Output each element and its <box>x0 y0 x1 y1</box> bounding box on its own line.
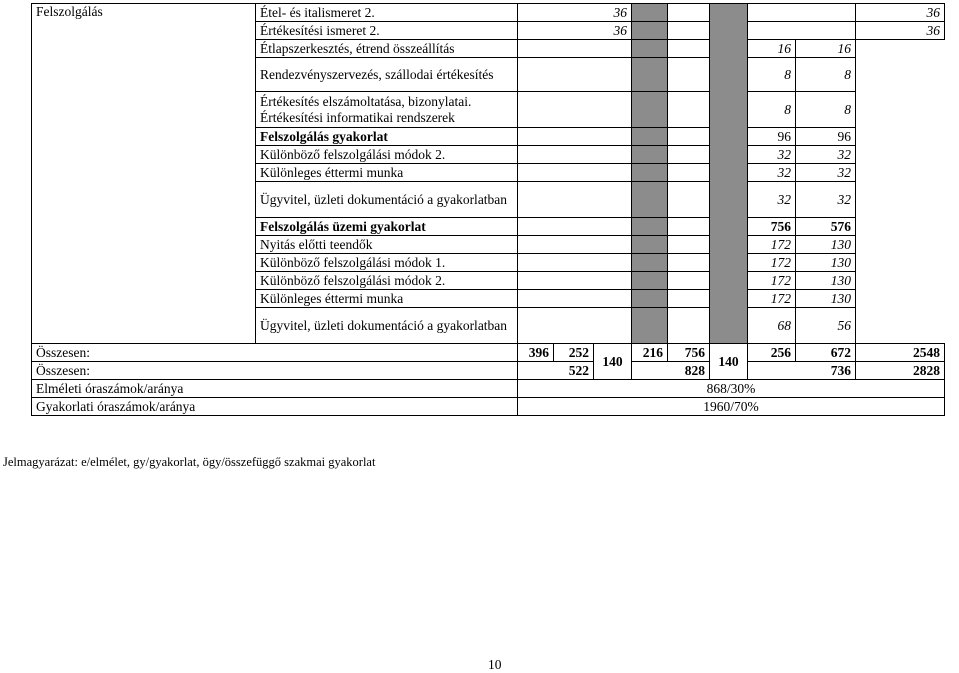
cell-value: 16 <box>668 40 796 58</box>
total-cell: 252 <box>554 344 594 362</box>
row-label: Különböző felszolgálási módok 2. <box>256 146 518 164</box>
legend-note: Jelmagyarázat: e/elmélet, gy/gyakorlat, ögy/összefüggő szakmai gyakorlat <box>3 455 376 469</box>
cell-total: 32 <box>796 146 856 164</box>
total-cell: 2548 <box>856 344 945 362</box>
total-label: Összesen: <box>32 344 518 362</box>
page-number: 10 <box>488 657 502 672</box>
ratio-row <box>32 398 945 416</box>
cell-total: 32 <box>796 182 856 218</box>
total-row <box>32 362 945 380</box>
row-label: Ügyvitel, üzleti dokumentáció a gyakorlatban <box>256 182 518 218</box>
cell-value: 756 <box>668 218 796 236</box>
total-cell: 216 <box>632 344 668 362</box>
cell-value: 172 <box>668 290 796 308</box>
row-label: Értékesítési ismeret 2. <box>256 22 518 40</box>
cell-value: 130 <box>796 236 856 254</box>
cell-value: 68 <box>668 308 796 344</box>
cell-value: 130 <box>796 272 856 290</box>
total-cell: 522 <box>518 362 594 380</box>
row-label: Különböző felszolgálási módok 2. <box>256 272 518 290</box>
cell-value: 32 <box>668 146 796 164</box>
total-cell: 672 <box>796 344 856 362</box>
cell-value: 8 <box>668 92 796 128</box>
row-label: Étel- és italismeret 2. <box>256 4 518 22</box>
total-row <box>32 344 945 362</box>
total-cell: 140 <box>594 344 632 380</box>
curriculum-table <box>31 3 945 416</box>
row-label: Ügyvitel, üzleti dokumentáció a gyakorlatban <box>256 308 518 344</box>
row-label: Nyitás előtti teendők <box>256 236 518 254</box>
cell-value: 36 <box>518 4 632 22</box>
cell-total: 36 <box>856 4 945 22</box>
row-label: Különböző felszolgálási módok 1. <box>256 254 518 272</box>
total-cell: 736 <box>748 362 856 380</box>
total-label: Összesen: <box>32 362 518 380</box>
cell-value: 172 <box>668 236 796 254</box>
row-label: Különleges éttermi munka <box>256 164 518 182</box>
cell-value: 576 <box>796 218 856 236</box>
cell-value: 96 <box>668 128 796 146</box>
cell-value: 172 <box>668 254 796 272</box>
cell-total: 96 <box>796 128 856 146</box>
total-cell: 756 <box>668 344 710 362</box>
row-label: Különleges éttermi munka <box>256 290 518 308</box>
row-label: Étlapszerkesztés, étrend összeállítás <box>256 40 518 58</box>
cell-total: 36 <box>856 22 945 40</box>
total-cell: 140 <box>710 344 748 380</box>
cell-total: 8 <box>796 92 856 128</box>
row-label: Rendezvényszervezés, szállodai értékesítés <box>256 58 518 92</box>
row-label: Felszolgálás gyakorlat <box>256 128 518 146</box>
cell-value: 172 <box>668 272 796 290</box>
total-cell: 2828 <box>856 362 945 380</box>
ratio-label: Gyakorlati óraszámok/aránya <box>32 398 518 416</box>
cell-value: 56 <box>796 308 856 344</box>
row-label: Felszolgálás üzemi gyakorlat <box>256 218 518 236</box>
table-row <box>32 4 945 22</box>
ratio-value: 1960/70% <box>518 398 945 416</box>
total-cell: 256 <box>748 344 796 362</box>
cell-value: 130 <box>796 290 856 308</box>
cell-total: 32 <box>796 164 856 182</box>
cell-value: 130 <box>796 254 856 272</box>
cell-value: 36 <box>518 22 632 40</box>
cell-total: 8 <box>796 58 856 92</box>
row-label: Értékesítés elszámoltatása, bizonylatai. Értékesítési informatikai rendszerek <box>256 92 518 128</box>
section-label: Felszolgálás <box>32 4 256 344</box>
total-cell: 828 <box>632 362 710 380</box>
cell-total: 16 <box>796 40 856 58</box>
ratio-label: Elméleti óraszámok/aránya <box>32 380 518 398</box>
cell-value: 32 <box>668 164 796 182</box>
ratio-row <box>32 380 945 398</box>
ratio-value: 868/30% <box>518 380 945 398</box>
total-cell: 396 <box>518 344 554 362</box>
cell-value: 32 <box>668 182 796 218</box>
cell-value: 8 <box>668 58 796 92</box>
